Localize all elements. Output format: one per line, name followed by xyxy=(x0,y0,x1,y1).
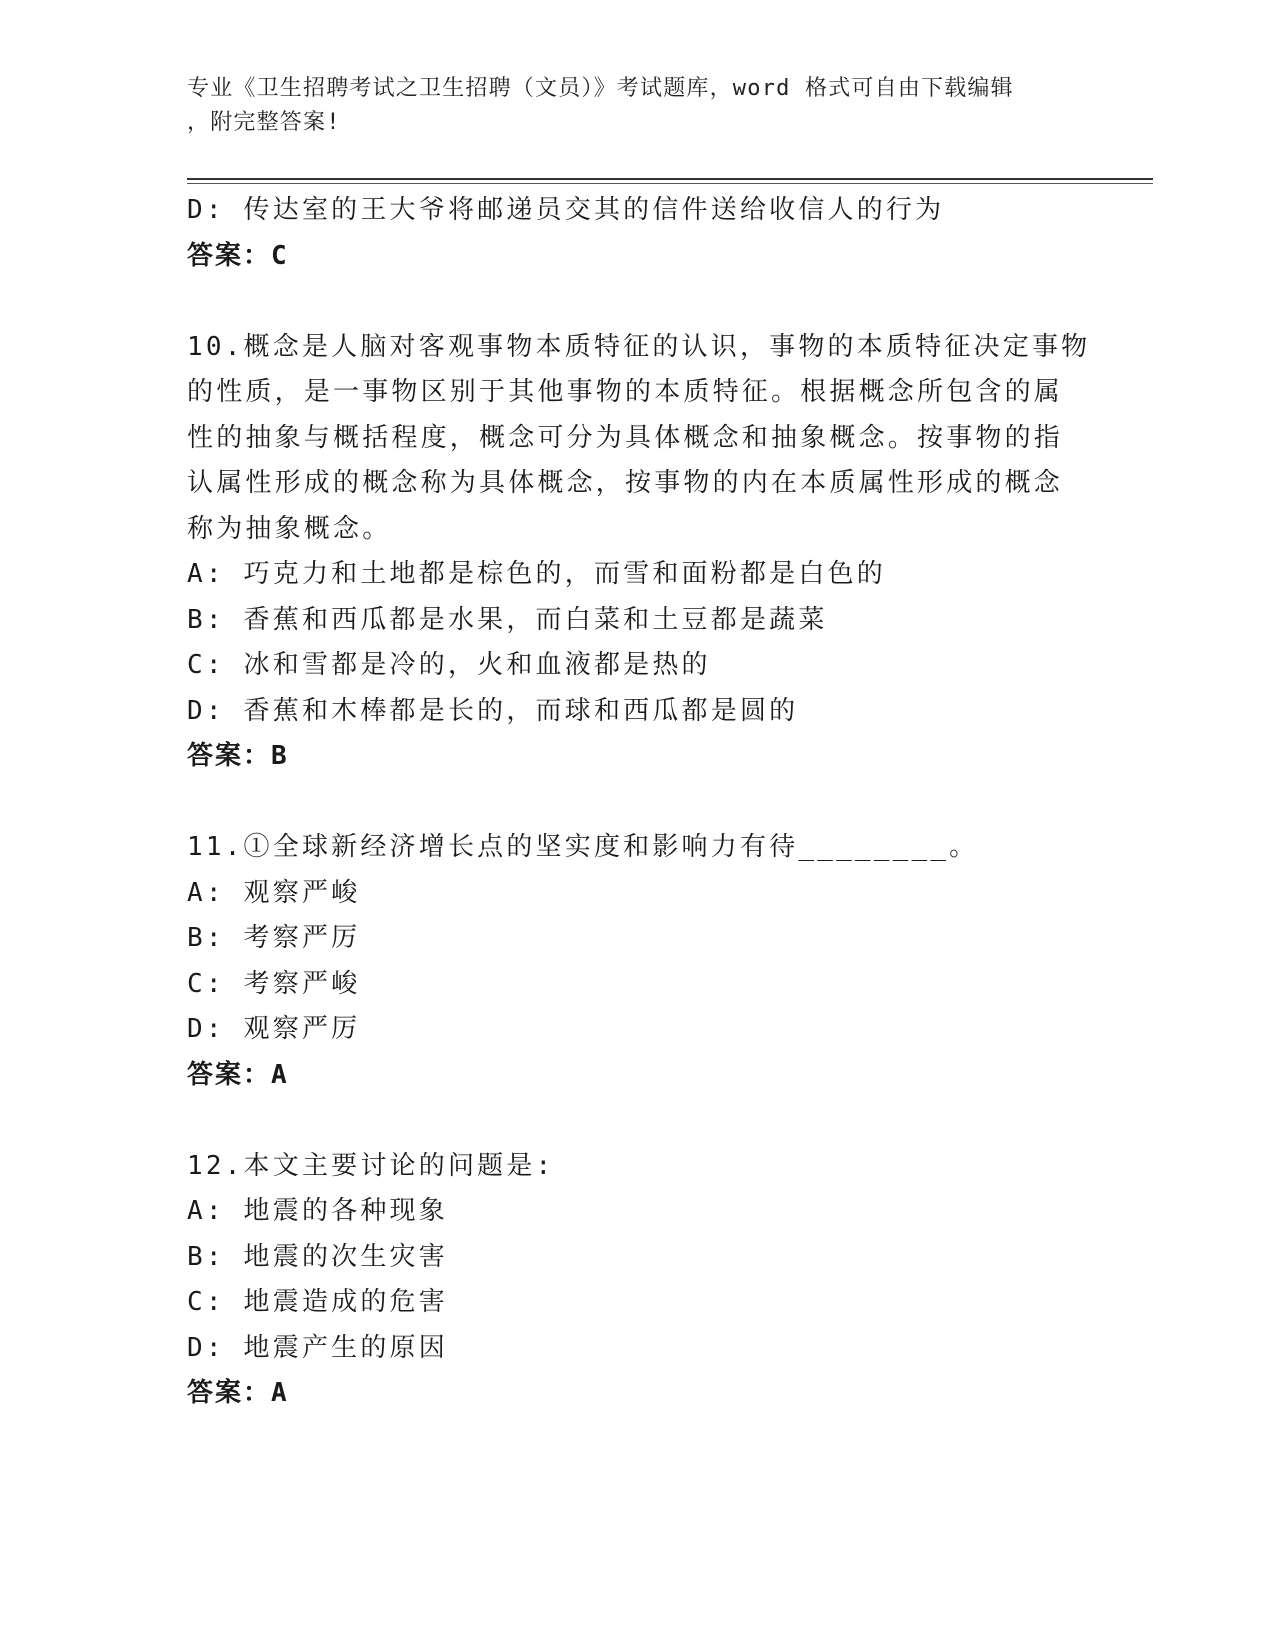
q10-stem-line: 的性质，是一事物区别于其他事物的本质特征。根据概念所包含的属 xyxy=(187,377,1064,407)
q12-answer: 答案：A xyxy=(187,1378,289,1408)
q9-answer: 答案：C xyxy=(187,240,289,271)
q10-stem-line: 性的抽象与概括程度，概念可分为具体概念和抽象概念。按事物的指 xyxy=(187,422,1064,453)
q10-stem-line: 称为抽象概念。 xyxy=(187,513,392,544)
q10-answer: 答案：B xyxy=(187,741,289,771)
q10-option-c: C: 冰和雪都是冷的，火和血液都是热的 xyxy=(187,650,711,680)
header-line-1: 专业《卫生招聘考试之卫生招聘（文员）》考试题库，word 格式可自由下载编辑 xyxy=(187,76,1014,101)
q12-option-a: A: 地震的各种现象 xyxy=(187,1196,448,1226)
spacer xyxy=(187,1098,1087,1144)
header-divider-thick xyxy=(187,178,1153,180)
q12-option-c: C: 地震造成的危害 xyxy=(187,1287,448,1317)
q11-answer: 答案：A xyxy=(187,1059,289,1090)
q10-option-a: A: 巧克力和土地都是棕色的，而雪和面粉都是白色的 xyxy=(187,559,886,589)
q10-option-d: D: 香蕉和木棒都是长的，而球和西瓜都是圆的 xyxy=(187,695,799,726)
question-content xyxy=(187,188,1091,1417)
q11-option-c: C: 考察严峻 xyxy=(187,968,361,999)
q10-option-b: B: 香蕉和西瓜都是水果，而白菜和土豆都是蔬菜 xyxy=(187,604,828,635)
q10-stem xyxy=(187,325,1091,553)
q11-option-b: B: 考察严厉 xyxy=(187,923,361,953)
header-line-2: ，附完整答案! xyxy=(187,110,341,135)
header-divider-thin xyxy=(187,183,1153,184)
q12-option-b: B: 地震的次生灾害 xyxy=(187,1241,448,1272)
q11-stem: 11.①全球新经济增长点的坚实度和影响力有待________。 xyxy=(187,832,979,862)
q10-stem-line: 10.概念是人脑对客观事物本质特征的认识，事物的本质特征决定事物 xyxy=(187,331,1091,362)
q12-option-d: D: 地震产生的原因 xyxy=(187,1332,448,1363)
q10-stem-line: 认属性形成的概念称为具体概念，按事物的内在本质属性形成的概念 xyxy=(187,468,1064,498)
q11-option-a: A: 观察严峻 xyxy=(187,877,361,908)
spacer xyxy=(187,279,1087,325)
q12-stem: 12.本文主要讨论的问题是: xyxy=(187,1150,555,1181)
q9-option-d: D: 传达室的王大爷将邮递员交其的信件送给收信人的行为 xyxy=(187,195,945,225)
document-header xyxy=(187,72,1067,140)
q11-option-d: D: 观察严厉 xyxy=(187,1014,361,1044)
spacer xyxy=(187,780,1087,826)
